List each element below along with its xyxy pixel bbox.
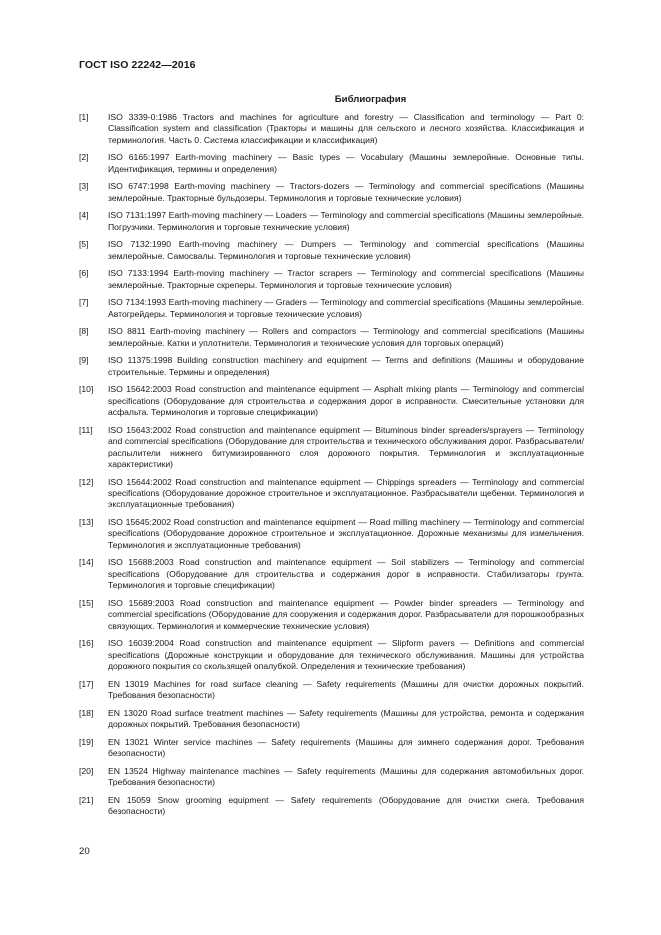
entry-text: ISO 6165:1997 Earth-moving machinery — Basic types — Vocabulary (Машины землеройные. Основные типы. Идентификация, термины и определения) xyxy=(108,152,584,174)
bibliography-list xyxy=(79,112,584,824)
bibliography-entry xyxy=(79,679,584,702)
bibliography-entry xyxy=(79,598,584,632)
bibliography-entry xyxy=(79,355,584,378)
entry-number: [15] xyxy=(79,597,94,608)
entry-number: [12] xyxy=(79,476,94,487)
bibliography-entry xyxy=(79,557,584,591)
entry-text: EN 13524 Highway maintenance machines — Safety requirements (Машины для содержания автомобильных дорог. Требования безопасности) xyxy=(108,765,584,788)
entry-number: [7] xyxy=(79,297,89,308)
entry-text: ISO 15643:2002 Road construction and maintenance equipment — Bituminous binder spreaders/sprayers — Terminology and commercial specifications (Оборудование для строительства и технического обслуживания дорог. Разбрасыватели/распылители нижнего битумизированного слоя дорожного покрытия. Терминология и эксплуатационные характеристики) xyxy=(108,424,584,470)
entry-text: ISO 7132:1990 Earth-moving machinery — Dumpers — Terminology and commercial specifications (Машины землеройные. Самосвалы. Терминология и торговые технические условия) xyxy=(108,239,584,261)
bibliography-entry xyxy=(79,384,584,418)
bibliography-entry xyxy=(79,152,584,175)
bibliography-entry xyxy=(79,477,584,511)
bibliography-entry xyxy=(79,766,584,789)
entry-text: ISO 15642:2003 Road construction and maintenance equipment — Asphalt mixing plants — Terminology and commercial specifications (Оборудование для строительства и содержания дорог в исправности. Смесительные установки для асфальта. Терминология и торговые спецификации) xyxy=(108,384,584,418)
bibliography-entry xyxy=(79,210,584,233)
entry-number: [4] xyxy=(79,210,89,221)
entry-number: [3] xyxy=(79,181,89,192)
entry-number: [5] xyxy=(79,239,89,250)
entry-text: ISO 7134:1993 Earth-moving machinery — Graders — Terminology and commercial specifications (Машины землеройные. Автогрейдеры. Терминология и торговые технические условия) xyxy=(108,297,584,319)
document-header: ГОСТ ISO 22242—2016 xyxy=(79,59,196,71)
entry-text: ISO 15645:2002 Road construction and maintenance equipment — Road milling machinery — Terminology and commercial specifications (Оборудование дорожное строительное и эксплуатационное. Дорожные механизмы для измельчения. Терминология и эксплуатационные требования) xyxy=(108,517,584,550)
bibliography-entry xyxy=(79,239,584,262)
entry-text: ISO 15644:2002 Road construction and maintenance equipment — Chippings spreaders — Terminology and commercial specifications (Оборудование дорожное строительное и эксплуатационное. Разбрасыватели щебенки. Терминология и эксплуатационные требования) xyxy=(108,476,584,510)
entry-number: [13] xyxy=(79,517,94,528)
bibliography-entry xyxy=(79,297,584,320)
entry-number: [16] xyxy=(79,638,94,649)
entry-number: [21] xyxy=(79,794,94,805)
bibliography-entry xyxy=(79,326,584,349)
entry-text: EN 15059 Snow grooming equipment — Safety requirements (Оборудование для очистки снега. Требования безопасности) xyxy=(108,794,584,817)
bibliography-entry xyxy=(79,112,584,146)
bibliography-entry xyxy=(79,517,584,551)
bibliography-entry xyxy=(79,708,584,731)
entry-number: [19] xyxy=(79,736,94,747)
entry-text: ISO 7131:1997 Earth-moving machinery — Loaders — Terminology and commercial specifications (Машины землеройные. Погрузчики. Терминология и торговые технические условия) xyxy=(108,210,584,232)
entry-number: [8] xyxy=(79,326,89,337)
bibliography-entry xyxy=(79,737,584,760)
entry-text: ISO 6747:1998 Earth-moving machinery — Tractors-dozers — Terminology and commercial specifications (Машины землеройные. Тракторные бульдозеры. Терминология и торговые технические условия) xyxy=(108,181,584,203)
entry-text: EN 13021 Winter service machines — Safety requirements (Машины для зимнего содержания дорог. Требования безопасности) xyxy=(108,736,584,759)
entry-number: [6] xyxy=(79,268,89,279)
entry-text: ISO 11375:1998 Building construction machinery and equipment — Terms and definitions (Машины и оборудование строительные. Термины и определения) xyxy=(108,355,584,377)
entry-number: [9] xyxy=(79,355,89,366)
entry-number: [10] xyxy=(79,384,94,395)
entry-number: [17] xyxy=(79,678,94,689)
entry-text: ISO 15688:2003 Road construction and maintenance equipment — Soil stabilizers — Terminology and commercial specifications (Оборудование для строительства и содержания дорог в исправности. Стабилизаторы грунта. Терминология и торговые спецификации) xyxy=(108,557,584,591)
bibliography-entry xyxy=(79,181,584,204)
entry-number: [2] xyxy=(79,152,89,163)
entry-text: ISO 8811 Earth-moving machinery — Rollers and compactors — Terminology and commercial specifications (Машины землеройные. Катки и уплотнители. Терминология и технические условия для торговых операций) xyxy=(108,326,584,348)
entry-number: [1] xyxy=(79,112,89,122)
entry-number: [14] xyxy=(79,557,94,568)
bibliography-entry xyxy=(79,425,584,471)
bibliography-entry xyxy=(79,795,584,818)
entry-text: ISO 3339-0:1986 Tractors and machines for agriculture and forestry — Classification and terminology — Part 0: Classification system and classification (Тракторы и машины для сельского и лесного хозяйства. Классификация и терминология. Часть 0. Система классификации и классификация) xyxy=(108,112,584,145)
entry-text: ISO 7133:1994 Earth-moving machinery — Tractor scrapers — Terminology and commercial specifications (Машины землеройные. Тракторные скреперы. Терминология и торговые технические условия) xyxy=(108,268,584,290)
section-title: Библиография xyxy=(334,94,407,105)
entry-number: [11] xyxy=(79,424,93,435)
entry-number: [18] xyxy=(79,707,94,718)
entry-number: [20] xyxy=(79,765,94,776)
bibliography-entry xyxy=(79,638,584,672)
entry-text: EN 13019 Machines for road surface cleaning — Safety requirements (Машины для очистки дорожных покрытий. Требования безопасности) xyxy=(108,678,584,701)
entry-text: EN 13020 Road surface treatment machines — Safety requirements (Машины для устройства, ремонта и содержания дорожных покрытий. Требования безопасности) xyxy=(108,707,584,730)
entry-text: ISO 15689:2003 Road construction and maintenance equipment — Powder binder spreaders — Terminology and commercial specifications (Оборудование для сооружения и содержания дорог. Разбрасыватели для порошкообразных связующих. Терминология и коммерческие технические условия) xyxy=(108,597,584,631)
page-number: 20 xyxy=(79,846,90,857)
bibliography-entry xyxy=(79,268,584,291)
entry-text: ISO 16039:2004 Road construction and maintenance equipment — Slipform pavers — Definitions and commercial specifications (Дорожные конструкции и оборудование для технического обслуживания. Машины для устройства дорожного покрытия со скользящей опалубкой. Определения и технические требования) xyxy=(108,638,584,672)
